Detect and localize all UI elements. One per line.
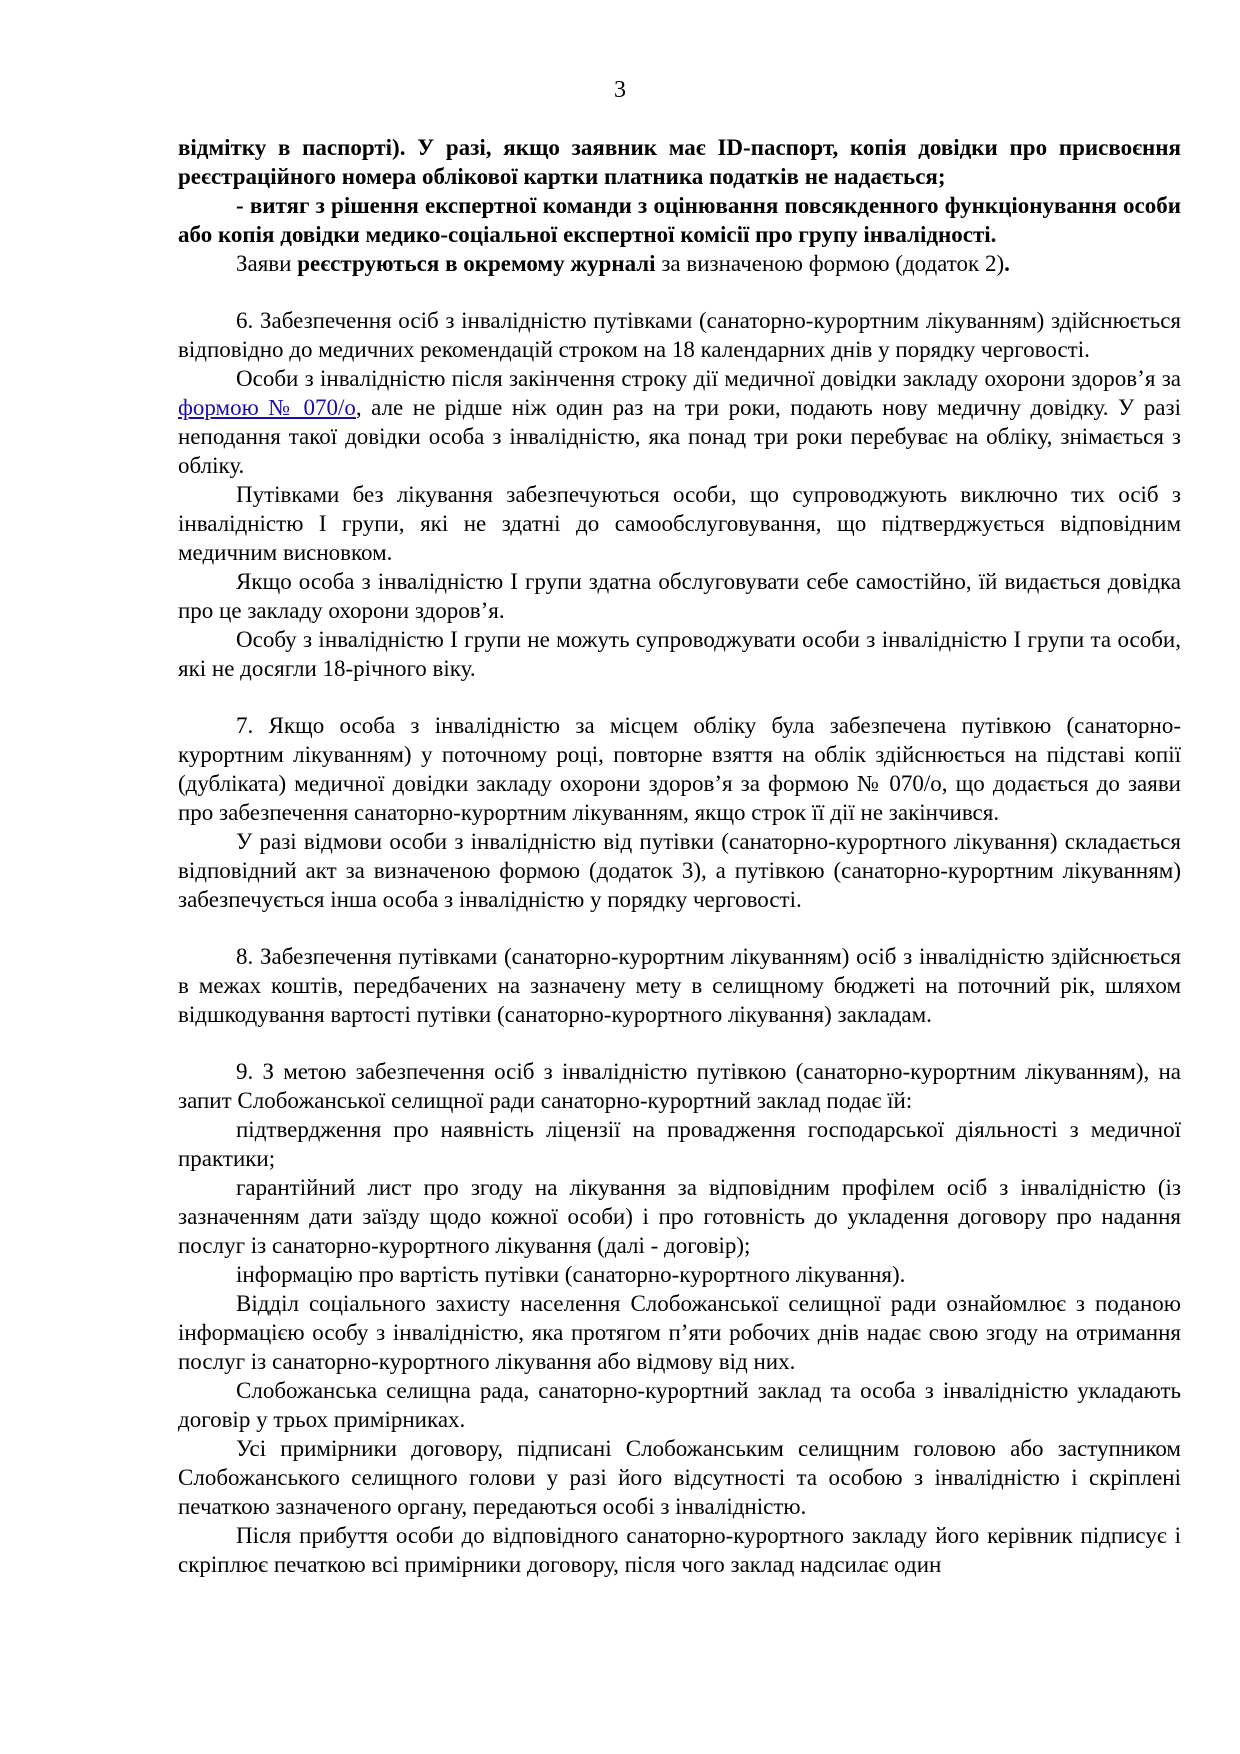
paragraph-continuation: відмітку в паспорті). У разі, якщо заявник має ID-паспорт, копія довідки про присвоєння реєстраційного номера облікової картки платника податків не надається; [178,135,1181,189]
section-gap [178,683,1181,711]
section-6-paragraph: Особу з інвалідністю I групи не можуть супроводжувати особи з інвалідністю I групи та особи, які не досягли 18-річного віку. [178,627,1181,681]
section-9-paragraph: інформацію про вартість путівки (санаторно-курортного лікування). [236,1262,906,1287]
section-gap [178,278,1181,306]
section-9-paragraph: Після прибуття особи до відповідного санаторно-курортного закладу його керівник підписує і скріплює печаткою всі примірники договору, після чого заклад надсилає один [178,1523,1181,1577]
section-9-paragraph: Усі примірники договору, підписані Слобожанським селищним головою або заступником Слобожанського селищного голови у разі його відсутності та особою з інвалідністю і скріплені печаткою зазначеного органу, передаються особі з інвалідністю. [178,1436,1181,1519]
section-6-paragraph [178,364,1181,480]
section-9-paragraph: Слобожанська селищна рада, санаторно-курортний заклад та особа з інвалідністю укладають договір у трьох примірниках. [178,1378,1181,1432]
section-9-paragraph: гарантійний лист про згоду на лікування за відповідним профілем осіб з інвалідністю (із зазначенням дати заїзду щодо кожної особи) і про готовність до укладення договору про надання послуг із санаторно-курортного лікування (далі - договір); [178,1175,1181,1258]
text-run: , але не рідше ніж один раз на три роки, подають нову медичну довідку. У разі неподання такої довідки особа з інвалідністю, яка понад три роки перебуває на обліку, знімається з обліку. [178,395,1181,478]
section-7-paragraph: У разі відмови особи з інвалідністю від путівки (санаторно-курортного лікування) складається відповідний акт за визначеною формою (додаток 3), а путівкою (санаторно-курортним лікуванням) забезпечується інша особа з інвалідністю у порядку черговості. [178,829,1181,912]
paragraph-extract-item: - витяг з рішення експертної команди з оцінювання повсякденного функціонування особи або копія довідки медико-соціальної експертної комісії про групу інвалідності. [178,193,1181,247]
page-number: 3 [614,77,626,103]
text-run-bold: реєструються в окремому журналі [297,251,656,276]
text-run: за визначеною формою (додаток 2) [655,251,1005,276]
document-body [178,133,1181,1579]
section-gap [178,914,1181,942]
section-7-paragraph: 7. Якщо особа з інвалідністю за місцем обліку була забезпечена путівкою (санаторно-курортним лікуванням) у поточному році, повторне взяття на облік здійснюється на підставі копії (дубліката) медичної довідки закладу охорони здоров’я за формою № 070/о, що додається до заяви про забезпечення санаторно-курортним лікуванням, якщо строк її дії не закінчився. [178,713,1181,825]
section-9-paragraph: підтвердження про наявність ліцензії на провадження господарської діяльності з медичної практики; [178,1117,1181,1171]
paragraph-registration [178,249,1181,278]
form-070-link[interactable]: формою № 070/о [178,395,356,420]
section-6-paragraph: Путівками без лікування забезпечуються особи, що супроводжують виключно тих осіб з інвалідністю I групи, які не здатні до самообслуговування, що підтверджується відповідним медичним висновком. [178,482,1181,565]
text-run: Заяви [236,251,298,276]
section-6-paragraph: 6. Забезпечення осіб з інвалідністю путівками (санаторно-курортним лікуванням) здійснюється відповідно до медичних рекомендацій строком на 18 календарних днів у порядку черговості. [178,308,1181,362]
section-6-paragraph: Якщо особа з інвалідністю I групи здатна обслуговувати себе самостійно, їй видається довідка про це закладу охорони здоров’я. [178,569,1181,623]
text-run: Особи з інвалідністю після закінчення строку дії медичної довідки закладу охорони здоров’я за [236,366,1181,391]
text-run-bold: . [1004,251,1010,276]
section-8-paragraph: 8. Забезпечення путівками (санаторно-курортним лікуванням) осіб з інвалідністю здійснюється в межах коштів, передбачених на зазначену мету в селищному бюджеті на поточний рік, шляхом відшкодування вартості путівки (санаторно-курортного лікування) закладам. [178,944,1181,1027]
section-9-paragraph: Відділ соціального захисту населення Слобожанської селищної ради ознайомлює з поданою інформацією особу з інвалідністю, яка протягом п’яти робочих днів надає свою згоду на отримання послуг із санаторно-курортного лікування або відмову від них. [178,1291,1181,1374]
section-9-paragraph: 9. З метою забезпечення осіб з інвалідністю путівкою (санаторно-курортним лікуванням), на запит Слобожанської селищної ради санаторно-курортний заклад подає їй: [178,1059,1181,1113]
section-gap [178,1029,1181,1057]
